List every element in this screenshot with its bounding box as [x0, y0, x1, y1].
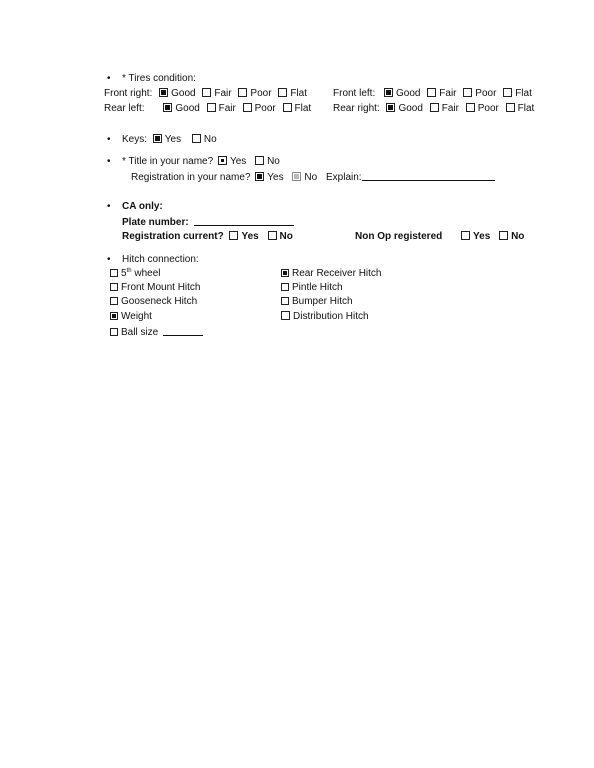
yes-label: Yes: [229, 156, 247, 167]
rear-left-good-checkbox[interactable]: [163, 103, 172, 112]
bullet: •: [107, 201, 111, 212]
rear-right-fair-checkbox[interactable]: [430, 103, 439, 112]
explain-label: Explain:: [325, 172, 362, 183]
option-label: Good: [398, 103, 423, 114]
registration-no-checkbox[interactable]: [292, 172, 301, 181]
rear-receiver-label: Rear Receiver Hitch: [292, 268, 382, 279]
gooseneck-label: Gooseneck Hitch: [121, 296, 198, 307]
option-label: Flat: [290, 88, 307, 99]
front-right-flat-checkbox[interactable]: [278, 88, 287, 97]
hitch-pintle: [281, 281, 343, 294]
fifth-wheel-label: 5th wheel: [121, 268, 161, 279]
pintle-label: Pintle Hitch: [292, 282, 343, 293]
fifth-wheel-checkbox[interactable]: [110, 269, 118, 277]
option-label: Poor: [250, 88, 272, 99]
bumper-label: Bumper Hitch: [292, 296, 353, 307]
ball-size-checkbox[interactable]: [110, 328, 118, 336]
no-label: No: [511, 231, 525, 242]
non-op-yes-checkbox[interactable]: [461, 231, 470, 240]
distribution-label: Distribution Hitch: [293, 311, 369, 322]
hitch-rear-receiver: [281, 267, 381, 280]
non-op-label: Non Op registered: [355, 231, 443, 242]
front-right-good-checkbox[interactable]: [159, 88, 168, 97]
distribution-checkbox[interactable]: [281, 311, 290, 320]
plate-label: Plate number:: [122, 217, 189, 228]
registration-current-row: [122, 230, 293, 243]
gooseneck-checkbox[interactable]: [110, 297, 118, 305]
non-op-no-checkbox[interactable]: [499, 231, 508, 240]
front-left-label: Front left:: [333, 88, 376, 99]
yes-label: Yes: [473, 231, 491, 242]
tires-front-right-row: [104, 87, 307, 100]
hitch-gooseneck: [110, 295, 197, 308]
option-label: Fair: [218, 103, 236, 114]
yes-label: Yes: [267, 172, 284, 183]
non-op-row: [355, 230, 524, 243]
ball-size-label: Ball size: [121, 327, 159, 338]
keys-yes-checkbox[interactable]: [153, 134, 162, 143]
tires-rear-left-row: [104, 102, 311, 115]
option-label: Flat: [294, 103, 312, 114]
front-right-fair-checkbox[interactable]: [202, 88, 211, 97]
rear-receiver-checkbox[interactable]: [281, 269, 289, 277]
no-label: No: [267, 156, 280, 167]
bullet: •: [107, 134, 111, 145]
title-yes-checkbox[interactable]: [218, 156, 227, 165]
bullet: •: [107, 73, 111, 84]
rear-right-poor-checkbox[interactable]: [466, 103, 475, 112]
keys-row: [122, 133, 217, 146]
option-label: Fair: [439, 88, 457, 99]
ca-heading: CA only:: [122, 201, 163, 212]
tires-heading: * Tires condition:: [122, 73, 196, 84]
bullet: •: [107, 254, 111, 265]
ball-size-field[interactable]: [163, 325, 203, 336]
option-label: Good: [171, 88, 196, 99]
hitch-weight: [110, 310, 152, 323]
option-label: Poor: [475, 88, 497, 99]
option-label: Good: [396, 88, 421, 99]
registration-label: Registration in your name?: [131, 172, 251, 183]
hitch-fifth-wheel: [110, 267, 160, 280]
bullet: •: [107, 156, 111, 167]
hitch-ball-size: [110, 325, 203, 339]
no-label: No: [279, 231, 293, 242]
rear-right-flat-checkbox[interactable]: [506, 103, 515, 112]
tires-rear-right-row: [333, 102, 534, 115]
front-left-fair-checkbox[interactable]: [427, 88, 436, 97]
front-right-poor-checkbox[interactable]: [238, 88, 247, 97]
front-left-good-checkbox[interactable]: [384, 88, 393, 97]
title-row: [122, 155, 280, 168]
keys-label: Keys:: [122, 134, 148, 145]
bumper-checkbox[interactable]: [281, 297, 289, 305]
option-label: Good: [175, 103, 200, 114]
front-left-poor-checkbox[interactable]: [463, 88, 472, 97]
option-label: Poor: [477, 103, 499, 114]
registration-yes-checkbox[interactable]: [255, 172, 264, 181]
no-label: No: [304, 172, 318, 183]
option-label: Flat: [515, 88, 532, 99]
option-label: Fair: [441, 103, 459, 114]
explain-field[interactable]: [362, 170, 495, 181]
title-label: * Title in your name?: [122, 156, 214, 167]
no-label: No: [203, 134, 217, 145]
title-no-checkbox[interactable]: [255, 156, 264, 165]
rear-left-fair-checkbox[interactable]: [207, 103, 216, 112]
yes-label: Yes: [164, 134, 182, 145]
hitch-bumper: [281, 295, 353, 308]
tires-front-left-row: [333, 87, 532, 100]
weight-label: Weight: [121, 311, 152, 322]
option-label: Poor: [254, 103, 276, 114]
plate-row: [122, 215, 294, 229]
front-left-flat-checkbox[interactable]: [503, 88, 512, 97]
front-right-label: Front right:: [104, 88, 153, 99]
rear-left-flat-checkbox[interactable]: [283, 103, 292, 112]
option-label: Flat: [517, 103, 535, 114]
pintle-checkbox[interactable]: [281, 283, 289, 291]
registration-current-label: Registration current?: [122, 231, 224, 242]
rear-right-label: Rear right:: [333, 103, 380, 114]
registration-current-no-checkbox[interactable]: [268, 231, 277, 240]
front-mount-label: Front Mount Hitch: [121, 282, 201, 293]
rear-left-poor-checkbox[interactable]: [243, 103, 252, 112]
registration-current-yes-checkbox[interactable]: [229, 231, 238, 240]
front-mount-checkbox[interactable]: [110, 283, 118, 291]
hitch-distribution: [281, 310, 369, 323]
hitch-heading: Hitch connection:: [122, 254, 199, 265]
option-label: Fair: [214, 88, 232, 99]
hitch-front-mount: [110, 281, 200, 294]
weight-checkbox[interactable]: [110, 312, 118, 320]
rear-right-good-checkbox[interactable]: [386, 103, 395, 112]
registration-row: [131, 170, 495, 184]
yes-label: Yes: [241, 231, 259, 242]
rear-left-label: Rear left:: [104, 103, 145, 114]
plate-number-field[interactable]: [194, 215, 294, 226]
keys-no-checkbox[interactable]: [192, 134, 201, 143]
